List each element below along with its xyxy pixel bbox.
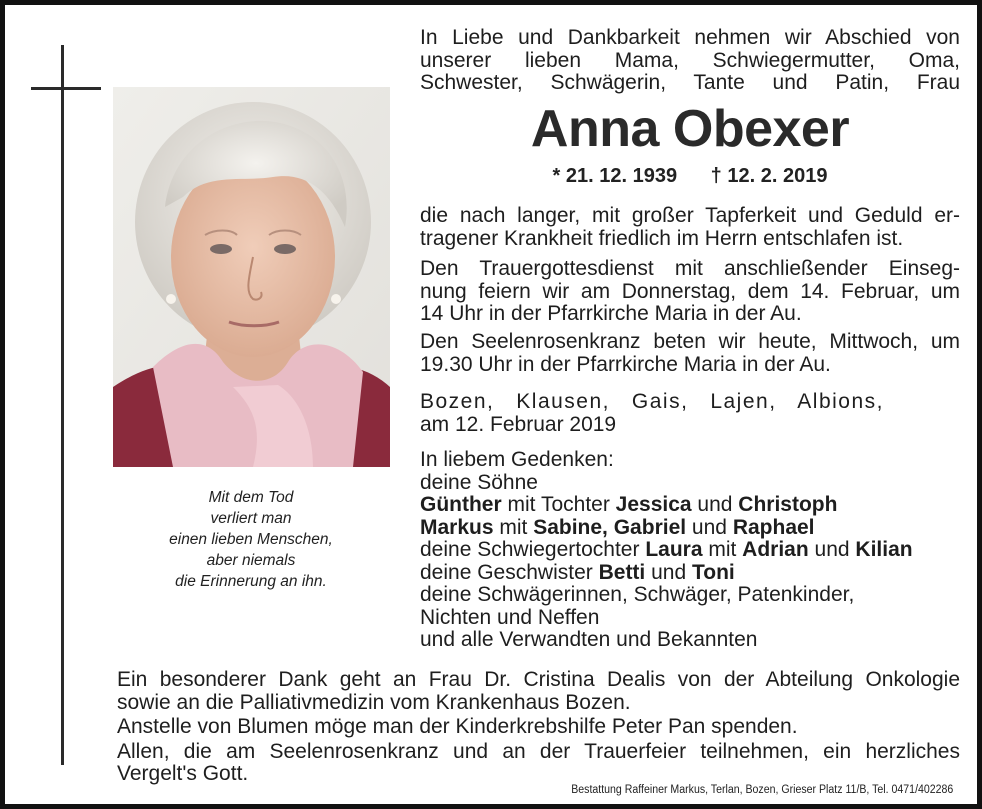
- text-line: die nach langer, mit großer Tapferkeit und Geduld er-: [420, 204, 960, 227]
- thanks-line: Ein besonderer Dank geht an Frau Dr. Cristina Dealis von der Abteilung Onkologie: [117, 668, 960, 691]
- intro-text: [420, 27, 960, 95]
- life-dates: [420, 165, 960, 188]
- quote-line: einen lieben Menschen,: [169, 531, 333, 548]
- survivors-line: deine Schwiegertochter Laura mit Adrian und Kilian: [420, 538, 913, 561]
- quote-line: die Erinnerung an ihn.: [175, 573, 327, 590]
- text-line: Den Seelenrosenkranz beten wir heute, Mittwoch, um: [420, 330, 960, 353]
- cross-icon: [61, 45, 64, 765]
- memorial-quote: [125, 487, 377, 592]
- quote-line: aber niemals: [206, 552, 296, 569]
- survivors-heading: In liebem Gedenken:: [420, 448, 614, 471]
- text-line: 19.30 Uhr in der Pfarrkirche Maria in der Au.: [420, 352, 831, 376]
- survivors-line: deine Schwägerinnen, Schwäger, Patenkinder,: [420, 583, 855, 606]
- survivors-line: Markus mit Sabine, Gabriel und Raphael: [420, 515, 815, 539]
- survivors-sons: deine Söhne: [420, 470, 538, 494]
- intro-line: Schwester, Schwägerin, Tante und Patin, Frau: [420, 71, 960, 94]
- intro-line: unserer lieben Mama, Schwiegermutter, Oma,: [420, 48, 960, 72]
- towns-line: Bozen, Klausen, Gais, Lajen, Albions,: [420, 390, 884, 413]
- funeral-service-paragraph: [420, 258, 960, 326]
- text-line: Den Trauergottesdienst mit anschließender Einseg-: [420, 257, 960, 280]
- survivors-line: Günther mit Tochter Jessica und Christoph: [420, 493, 838, 516]
- text-line: tragener Krankheit friedlich im Herrn entschlafen ist.: [420, 226, 904, 250]
- survivors-list: [420, 449, 965, 652]
- acknowledgements: [117, 669, 960, 786]
- rosary-paragraph: [420, 331, 960, 376]
- survivors-line: Nichten und Neffen: [420, 605, 600, 629]
- text-line: nung feiern wir am Donnerstag, dem 14. Februar, um: [420, 279, 960, 303]
- cross-icon-bar: [31, 87, 101, 90]
- birth-date: * 21. 12. 1939: [552, 165, 678, 187]
- passing-paragraph: [420, 205, 960, 250]
- intro-line: In Liebe und Dankbarkeit nehmen wir Abschied von: [420, 26, 960, 49]
- text-line: 14 Uhr in der Pfarrkirche Maria in der Au.: [420, 302, 802, 325]
- funeral-home-credit: Bestattung Raffeiner Markus, Terlan, Bozen, Grieser Platz 11/B, Tel. 0471/402286: [570, 784, 953, 796]
- thanks-line: sowie an die Palliativmedizin vom Krankenhaus Bozen.: [117, 690, 631, 714]
- survivors-line: deine Geschwister Betti und Toni: [420, 560, 735, 584]
- portrait-photo: [113, 87, 390, 467]
- place-and-date: [420, 391, 884, 436]
- death-date: † 12. 2. 2019: [710, 165, 828, 187]
- donation-line: Anstelle von Blumen möge man der Kinderkrebshilfe Peter Pan spenden.: [117, 715, 798, 738]
- closing-line: Vergelt's Gott.: [117, 762, 249, 785]
- quote-line: Mit dem Tod: [208, 489, 294, 506]
- closing-line: Allen, die am Seelenrosenkranz und an der Trauerfeier teilnehmen, ein herzliches: [117, 739, 960, 763]
- survivors-line: und alle Verwandten und Bekannten: [420, 628, 758, 651]
- date-line: am 12. Februar 2019: [420, 412, 617, 436]
- deceased-name: Anna Obexer: [530, 100, 850, 158]
- quote-line: verliert man: [210, 510, 292, 527]
